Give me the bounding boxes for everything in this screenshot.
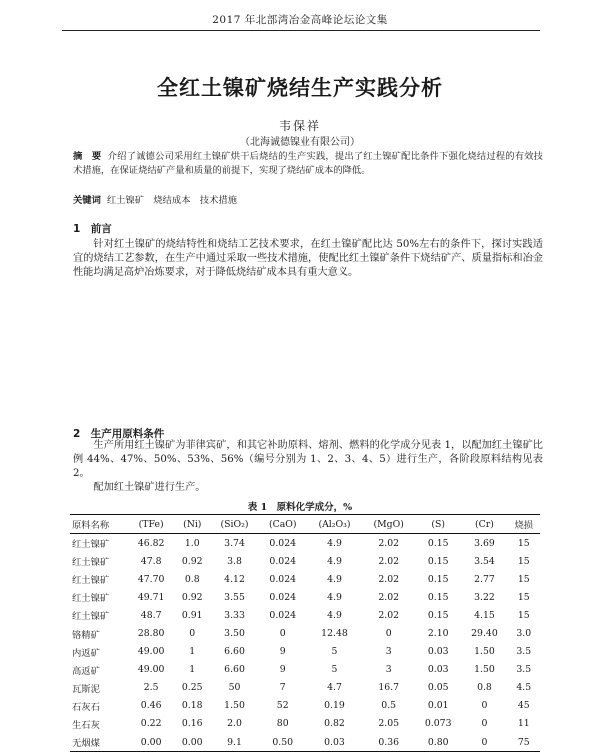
- table-cell: 2.02: [378, 573, 400, 585]
- table-cell: 3.54: [474, 555, 495, 567]
- table-cell: 1: [189, 646, 196, 658]
- abstract-text: 介绍了诚德公司采用红土镍矿烘干后烧结的生产实践，提出了红土镍矿配比条件下强化烧结过程的有效技术措施，在保证烧结矿产量和质量的前提下，实现了烧结矿成本的降低。: [73, 151, 543, 176]
- keywords-text: 红土镍矿 烧结成本 技术措施: [106, 195, 237, 206]
- table-cell: 5: [331, 646, 338, 658]
- table-header-cell: (Ni): [183, 518, 202, 530]
- table-cell: 0.50: [272, 736, 294, 748]
- table-cell: 3.5: [516, 664, 532, 676]
- abstract: [73, 150, 543, 178]
- table-cell: 4.9: [327, 555, 342, 567]
- material-name-cell: 红土镍矿: [72, 539, 110, 551]
- table-cell: 3.0: [516, 628, 532, 640]
- table-cell: 48.7: [140, 609, 162, 621]
- table-cell: 7: [279, 682, 286, 694]
- table-cell: 0.22: [140, 718, 162, 730]
- table-cell: 0: [189, 628, 196, 640]
- table-cell: 1.50: [474, 664, 495, 676]
- table-cell: 0.15: [427, 537, 449, 549]
- table-cell: 46.82: [137, 537, 165, 549]
- material-name-cell: 红土镍矿: [72, 593, 110, 605]
- table-cell: 28.80: [137, 628, 165, 640]
- section-1-heading: 1 前言: [73, 223, 112, 235]
- table-cell: 15: [517, 609, 530, 621]
- table-row: [70, 552, 540, 570]
- table-cell: 2.02: [378, 591, 400, 603]
- table-cell: 1.0: [184, 537, 200, 549]
- table-cell: 75: [517, 736, 530, 748]
- section-2-paragraph-2: 配加红土镍矿进行生产。: [93, 482, 206, 493]
- table-cell: 4.9: [327, 591, 342, 603]
- table-cell: 3: [385, 646, 392, 658]
- table-cell: 3.5: [516, 646, 532, 658]
- table-row: [70, 606, 540, 624]
- table-cell: 9: [279, 646, 286, 658]
- table-cell: 3.8: [227, 555, 242, 567]
- table-cell: 9.1: [227, 736, 242, 748]
- strategy-paragraph: 针对红土镍矿的烧结特性和烧结工艺技术要求，在红土镍矿配比达 50%左右的条件下，探讨实践适宜的烧结工艺参数，在生产中通过采取一些技术措施，使配比红土镍矿条件下烧结矿产、质量指标和冶金性能均满足高炉冶炼要求，对于降低烧结矿成本具有重大意义。: [73, 239, 543, 279]
- table-header-cell: (Cr): [475, 518, 494, 530]
- table-header-cell: (S): [431, 518, 445, 530]
- table-cell: 15: [517, 591, 530, 603]
- table-cell: 47.8: [140, 555, 162, 567]
- table-row: [70, 697, 540, 715]
- table-cell: 9: [279, 664, 286, 676]
- material-name-cell: 瓦斯泥: [72, 683, 100, 695]
- table-header-cell: (SiO₂): [220, 518, 249, 530]
- table-cell: 80: [276, 718, 289, 730]
- table-cell: 15: [517, 555, 530, 567]
- table-cell: 1.50: [474, 646, 495, 658]
- table-cell: 3.74: [224, 537, 245, 549]
- table-cell: 0.25: [181, 682, 203, 694]
- table-cell: 12.48: [321, 628, 348, 640]
- table-caption: 表 1 原料化学成分，%: [247, 502, 353, 513]
- material-name-cell: 红土镍矿: [72, 611, 110, 623]
- table-cell: 0.82: [324, 718, 345, 730]
- affiliation: （北海诚德镍业有限公司）: [240, 137, 360, 148]
- table-cell: 0: [279, 628, 286, 640]
- table-cell: 0: [385, 628, 392, 640]
- running-head: 2017 年北部湾冶金高峰论坛论文集: [212, 14, 388, 26]
- abstract-label: 摘 要: [73, 151, 102, 162]
- table-cell: 3.50: [224, 628, 245, 640]
- keywords: [73, 192, 543, 206]
- table-cell: 3.55: [224, 591, 245, 603]
- table-cell: 0.16: [181, 718, 203, 730]
- table-cell: 3: [385, 664, 392, 676]
- table-cell: 4.15: [474, 609, 495, 621]
- table-cell: 0.15: [427, 573, 449, 585]
- table-cell: 0.19: [324, 700, 345, 712]
- table-cell: 0.00: [181, 736, 203, 748]
- table-cell: 0.80: [427, 736, 449, 748]
- table-container: [70, 514, 540, 752]
- table-cell: 0.46: [140, 700, 162, 712]
- table-header-cell: 烧损: [514, 520, 534, 531]
- table-cell: 4.9: [327, 537, 342, 549]
- table-cell: 0.024: [269, 537, 297, 549]
- table-cell: 2.02: [378, 537, 400, 549]
- table-cell: 15: [517, 537, 530, 549]
- table-cell: 0.03: [324, 736, 345, 748]
- keywords-label: 关键词: [73, 195, 101, 206]
- table-cell: 4.7: [327, 682, 342, 694]
- table-cell: 0: [481, 736, 488, 748]
- table-cell: 0.03: [427, 664, 449, 676]
- table-cell: 0.92: [181, 591, 203, 603]
- table-header-cell: 原料名称: [72, 520, 110, 531]
- table-row: [70, 588, 540, 606]
- table-cell: 2.05: [378, 718, 400, 730]
- table-cell: 0.024: [269, 591, 297, 603]
- table-cell: 0.024: [269, 573, 297, 585]
- table-cell: 2.5: [143, 682, 159, 694]
- table-cell: 0.024: [269, 555, 297, 567]
- table-cell: 4.5: [516, 682, 532, 694]
- table-row: [70, 643, 540, 661]
- table-cell: 0: [481, 718, 488, 730]
- material-name-cell: 高返矿: [72, 665, 100, 677]
- table-cell: 3.69: [474, 537, 495, 549]
- table-cell: 6.60: [224, 664, 245, 676]
- table-cell: 2.02: [378, 555, 400, 567]
- table-cell: 45: [517, 700, 530, 712]
- table-cell: 0.18: [181, 700, 203, 712]
- table-cell: 0.024: [269, 609, 297, 621]
- table-cell: 0.073: [424, 718, 452, 730]
- table-cell: 11: [517, 718, 530, 730]
- table-row: [70, 570, 540, 588]
- table-row: [70, 624, 540, 642]
- table-cell: 15: [517, 573, 530, 585]
- material-name-cell: 生石灰: [72, 719, 100, 731]
- table-cell: 0.03: [427, 646, 449, 658]
- author: 韦保祥: [278, 119, 321, 133]
- table-cell: 0.05: [427, 682, 449, 694]
- table-cell: 0.8: [477, 682, 492, 694]
- table-header-cell: (MgO): [373, 518, 404, 530]
- table-header-cell: (TFe): [138, 518, 164, 530]
- table-row: [70, 661, 540, 679]
- table-cell: 0.91: [181, 609, 203, 621]
- table-cell: 3.22: [474, 591, 495, 603]
- table-cell: 52: [276, 700, 289, 712]
- table-cell: 4.9: [327, 573, 342, 585]
- composition-table: [70, 514, 540, 752]
- table-cell: 29.40: [471, 628, 498, 640]
- table-row: [70, 733, 540, 752]
- table-cell: 0.36: [378, 736, 400, 748]
- table-cell: 0.5: [381, 700, 397, 712]
- material-name-cell: 无烟煤: [72, 738, 100, 750]
- table-cell: 4.9: [327, 609, 342, 621]
- table-cell: 6.60: [224, 646, 245, 658]
- table-cell: 4.12: [224, 573, 245, 585]
- table-cell: 1.50: [224, 700, 245, 712]
- table-cell: 49.71: [137, 591, 165, 603]
- table-header-row: [70, 515, 540, 534]
- table-cell: 2.10: [427, 628, 449, 640]
- material-name-cell: 红土镍矿: [72, 557, 110, 569]
- table-cell: 2.0: [227, 718, 242, 730]
- table-row: [70, 679, 540, 697]
- material-name-cell: 红土镍矿: [72, 575, 110, 587]
- table-cell: 0.01: [427, 700, 449, 712]
- table-cell: 0.92: [181, 555, 203, 567]
- material-name-cell: 铬精矿: [72, 629, 100, 641]
- table-cell: 16.7: [378, 682, 400, 694]
- material-name-cell: 石灰石: [72, 701, 100, 713]
- table-cell: 1: [189, 664, 196, 676]
- table-cell: 0.15: [427, 555, 449, 567]
- material-name-cell: 内返矿: [72, 647, 100, 659]
- table-row: [70, 715, 540, 733]
- table-cell: 5: [331, 664, 338, 676]
- section-2-paragraph: 生产所用红土镍矿为菲律宾矿，和其它补助原料、熔剂、燃料的化学成分见表 1，以配加红土镍矿比例 44%、47%、50%、53%、56%（编号分别为 1、2、3、4、5）进行生产，各阶段原料结构见表 2。: [73, 440, 543, 480]
- table-cell: 47.70: [137, 573, 165, 585]
- table-body: [70, 534, 540, 752]
- table-header-cell: (CaO): [268, 518, 297, 530]
- table-cell: 3.33: [224, 609, 245, 621]
- table-cell: 0.8: [184, 573, 200, 585]
- table-cell: 2.02: [378, 609, 400, 621]
- header-rule: [62, 30, 540, 31]
- table-cell: 2.77: [474, 573, 495, 585]
- table-cell: 0.15: [427, 609, 449, 621]
- table-cell: 0.15: [427, 591, 449, 603]
- table-cell: 50: [228, 682, 241, 694]
- table-cell: 49.00: [137, 664, 165, 676]
- table-cell: 49.00: [137, 646, 165, 658]
- table-header-cell: (Al₂O₃): [318, 518, 351, 530]
- table-cell: 0.00: [140, 736, 162, 748]
- section-2-heading: 2 生产用原料条件: [73, 428, 165, 440]
- paper-title: 全红土镍矿烧结生产实践分析: [157, 76, 443, 100]
- table-cell: 0: [481, 700, 488, 712]
- table-row: [70, 534, 540, 553]
